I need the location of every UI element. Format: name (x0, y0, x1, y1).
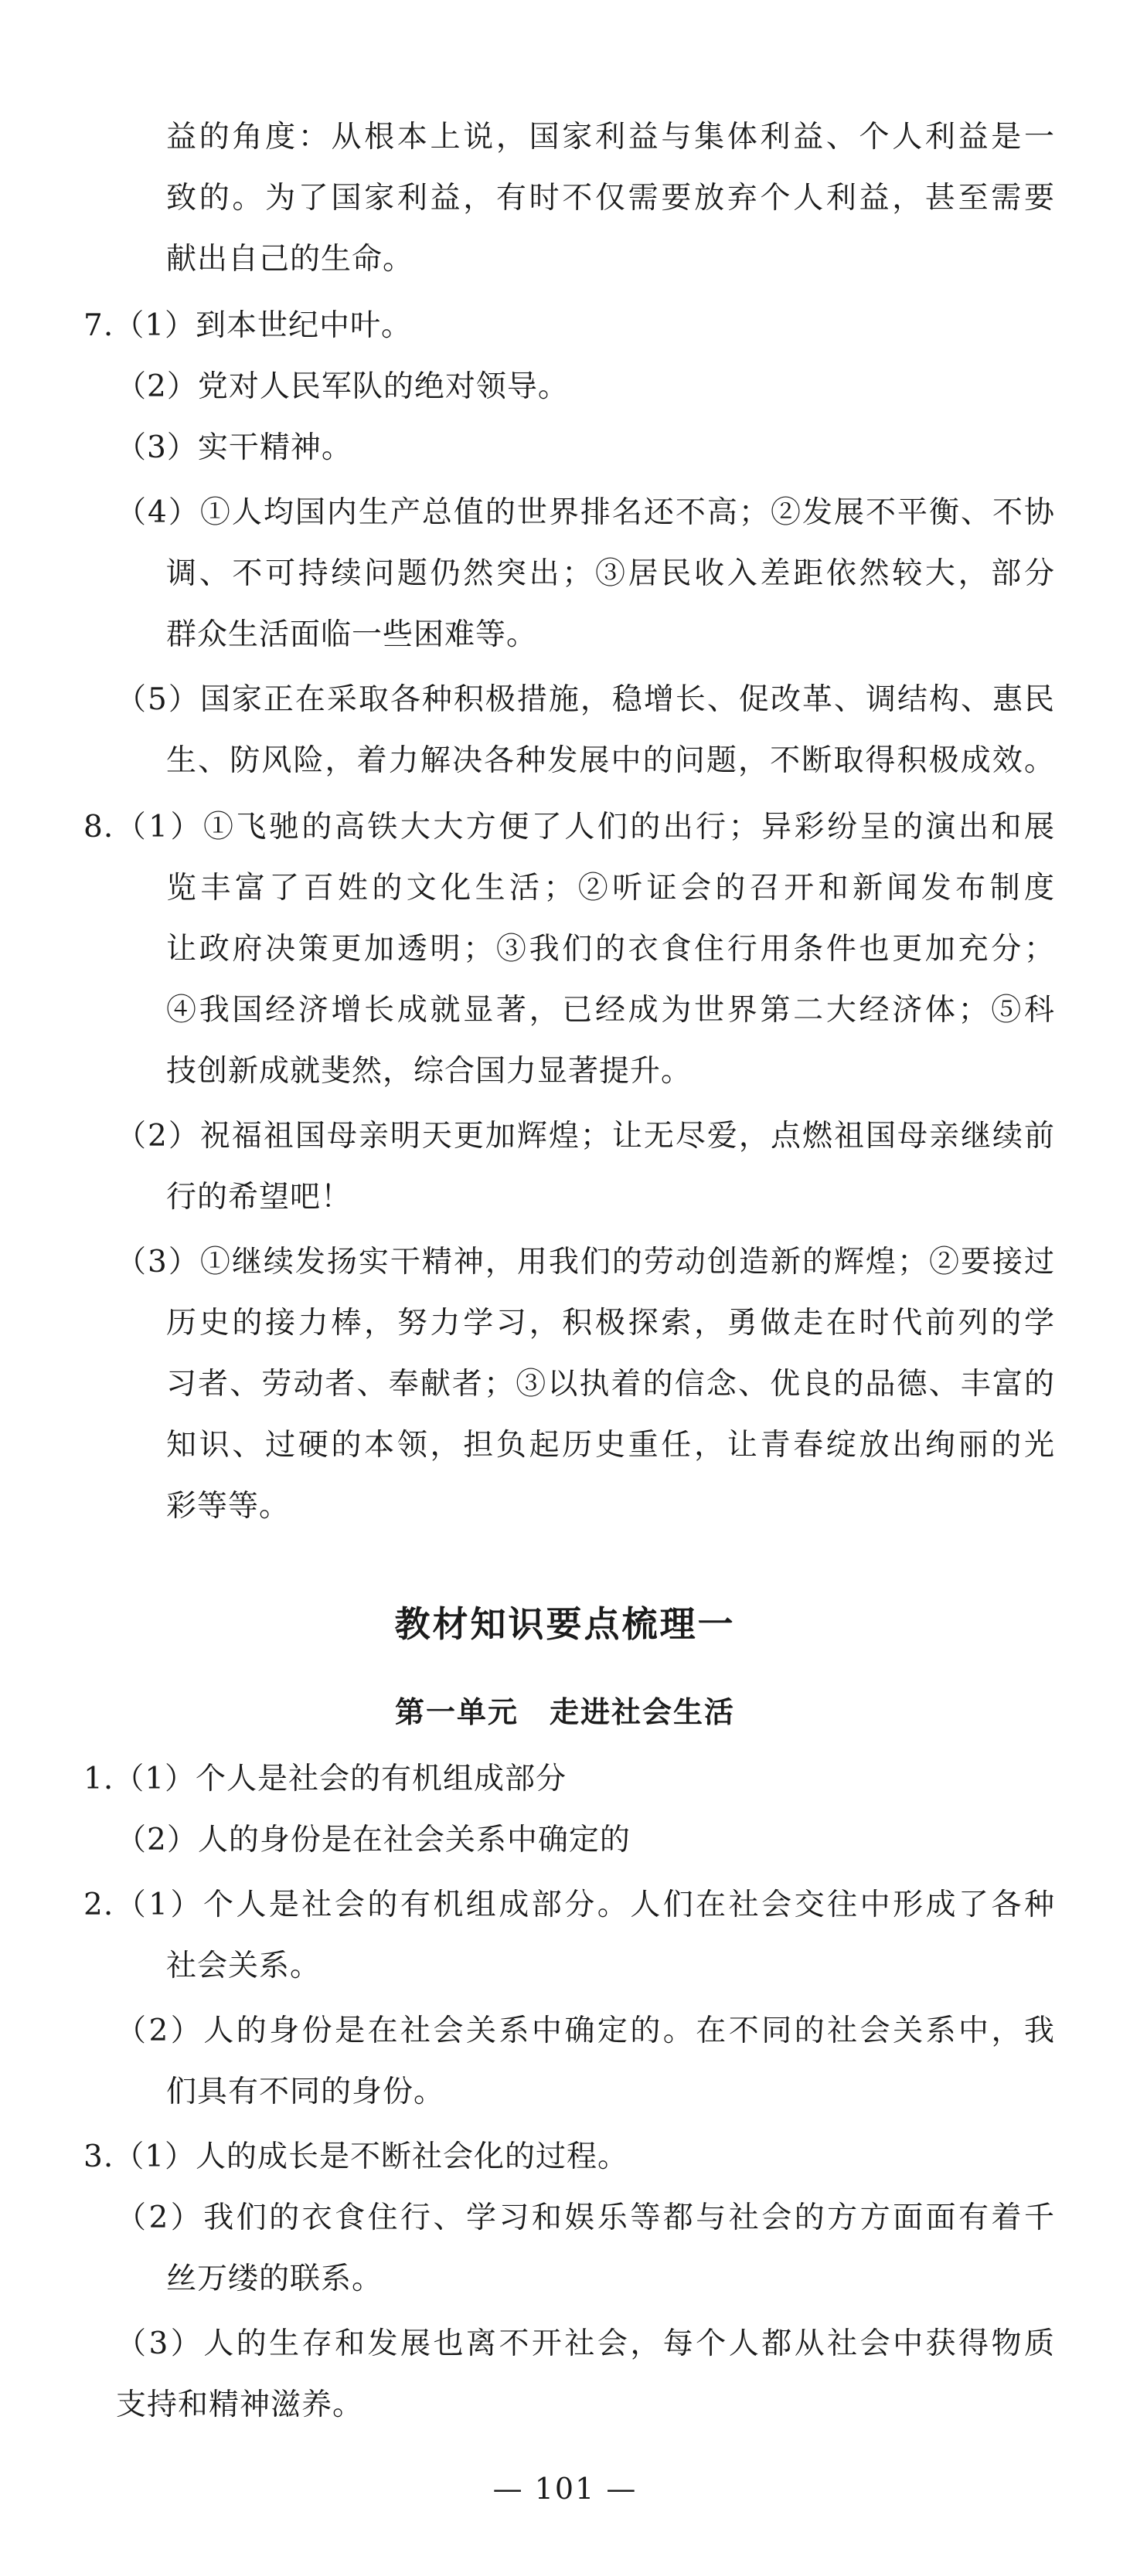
text-line: 益的角度：从根本上说，国家利益与集体利益、个人利益是一 (166, 120, 1055, 155)
text-line: （4）①人均国内生产总值的世界排名还不高；②发展不平衡、不协 (116, 495, 1055, 530)
text-line: （2）祝福祖国母亲明天更加辉煌；让无尽爱，点燃祖国母亲继续前 (116, 1119, 1055, 1154)
text-line: 致的。为了国家利益，有时不仅需要放弃个人利益，甚至需要 (166, 181, 1055, 216)
question-2-line: 2.（1）个人是社会的有机组成部分。人们在社会交往中形成了各种 (83, 1888, 1055, 1922)
text-line: 让政府决策更加透明；③我们的衣食住行用条件也更加充分； (166, 932, 1055, 967)
text-line: （2）人的身份是在社会关系中确定的。在不同的社会关系中，我 (116, 2014, 1055, 2048)
text-line: 知识、过硬的本领，担负起历史重任，让青春绽放出绚丽的光 (166, 1428, 1055, 1463)
text-line: （2）人的身份是在社会关系中确定的 (116, 1823, 631, 1857)
text-line: 行的希望吧！ (166, 1180, 352, 1215)
page-number: — 101 — (492, 2472, 638, 2506)
text-line: 们具有不同的身份。 (166, 2075, 445, 2109)
text-line: 彩等等。 (166, 1489, 291, 1524)
text-line: （2）我们的衣食住行、学习和娱乐等都与社会的方方面面有着千 (116, 2200, 1055, 2235)
text-line: ④我国经济增长成就显著，已经成为世界第二大经济体；⑤科 (166, 993, 1055, 1028)
text-line: 览丰富了百姓的文化生活；②听证会的召开和新闻发布制度 (166, 871, 1055, 906)
section-title: 教材知识要点梳理一 (394, 1603, 736, 1645)
text-line: 献出自己的生命。 (166, 242, 414, 277)
text-line: 支持和精神滋养。 (116, 2387, 364, 2422)
text-line: （3）实干精神。 (116, 430, 352, 465)
question-8-line: 8.（1）①飞驰的高铁大大方便了人们的出行；异彩纷呈的演出和展 (83, 810, 1055, 845)
text-line: （3）①继续发扬实干精神，用我们的劳动创造新的辉煌；②要接过 (116, 1245, 1055, 1280)
text-line: 技创新成就斐然，综合国力显著提升。 (166, 1054, 693, 1089)
text-line: （3）人的生存和发展也离不开社会，每个人都从社会中获得物质 (116, 2326, 1055, 2361)
unit-title: 第一单元 走进社会生活 (394, 1695, 735, 1729)
text-line: 社会关系。 (166, 1949, 322, 1983)
text-line: 丝万缕的联系。 (166, 2262, 383, 2296)
text-line: 调、不可持续问题仍然突出；③居民收入差距依然较大，部分 (166, 556, 1055, 591)
question-7-line: 7.（1）到本世纪中叶。 (83, 308, 413, 343)
text-line: 群众生活面临一些困难等。 (166, 617, 538, 652)
text-line: 生、防风险，着力解决各种发展中的问题，不断取得积极成效。 (166, 743, 1055, 778)
question-1-line: 1.（1）个人是社会的有机组成部分 (83, 1762, 567, 1796)
text-line: （5）国家正在采取各种积极措施，稳增长、促改革、调结构、惠民 (116, 682, 1055, 717)
text-line: 历史的接力棒，努力学习，积极探索，勇做走在时代前列的学 (166, 1306, 1055, 1341)
question-3-line: 3.（1）人的成长是不断社会化的过程。 (83, 2139, 629, 2174)
text-line: （2）党对人民军队的绝对领导。 (116, 369, 569, 404)
text-line: 习者、劳动者、奉献者；③以执着的信念、优良的品德、丰富的 (166, 1367, 1055, 1402)
